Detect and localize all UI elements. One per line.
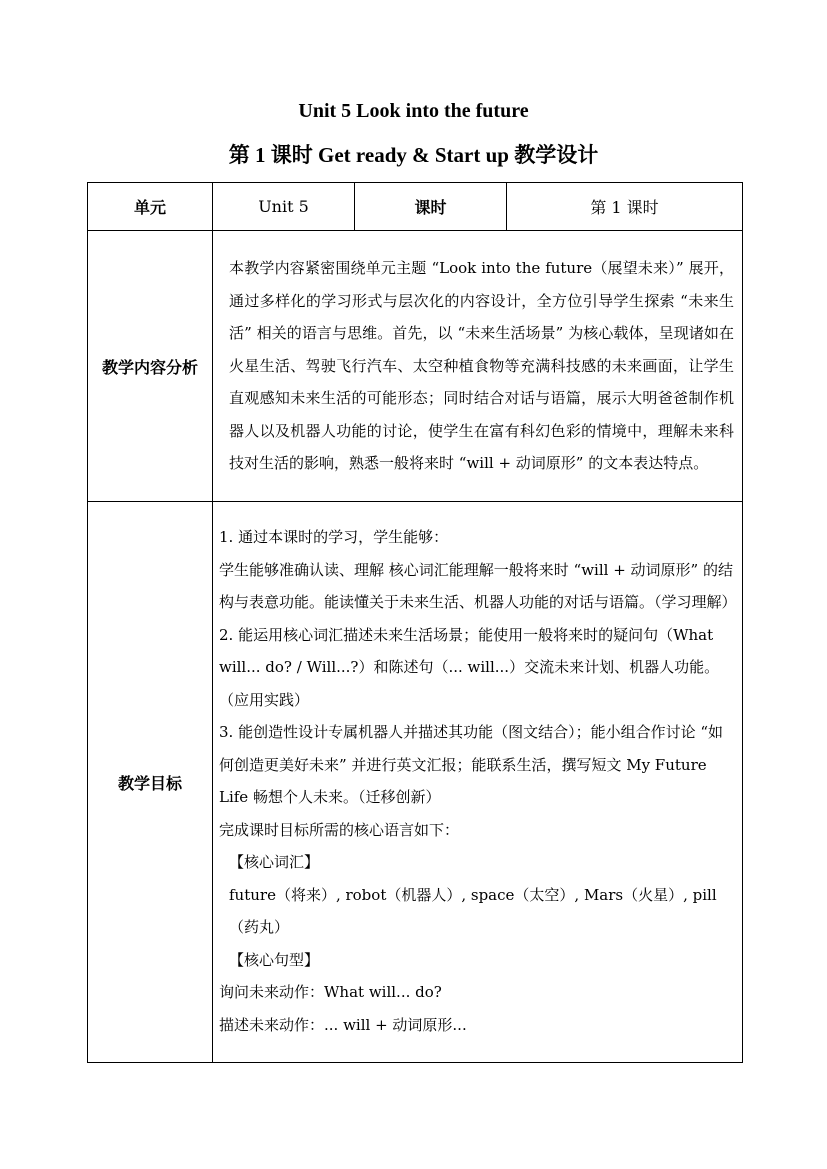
- lesson-plan-table: [87, 182, 743, 1063]
- goals-row: [88, 502, 743, 1063]
- sentence-pattern-1: 询问未来动作：What will... do?: [219, 983, 442, 1001]
- document-title: Unit 5 Look into the future: [298, 100, 529, 122]
- document-subtitle: 第 1 课时 Get ready & Start up 教学设计: [228, 143, 599, 167]
- goal-3: 3. 能创造性设计专属机器人并描述其功能（图文结合）；能小组合作讨论 “如何创造更美好未来” 并进行英文汇报；能联系生活，撰写短文 My Future Life 畅想个人未来。（迁移创新）: [219, 723, 724, 806]
- lesson-label: 课时: [355, 183, 507, 231]
- goals-cell: [213, 502, 743, 1063]
- vocab-heading: 【核心词汇】: [229, 853, 320, 871]
- vocab-list: future（将来）, robot（机器人）, space（太空）, Mars（火星）, pill（药丸）: [229, 885, 717, 936]
- goal-1: 学生能够准确认读、理解 核心词汇能理解一般将来时 “will + 动词原形” 的结构与表意功能。能读懂关于未来生活、机器人功能的对话与语篇。（学习理解）: [219, 560, 737, 611]
- analysis-label: 教学内容分析: [88, 231, 213, 502]
- lesson-value: 第 1 课时: [507, 183, 743, 231]
- header-row: [88, 183, 743, 231]
- analysis-row: [88, 231, 743, 502]
- sentence-heading: 【核心句型】: [229, 950, 320, 969]
- unit-value: Unit 5: [213, 183, 355, 231]
- goal-2: 2. 能运用核心词汇描述未来生活场景；能使用一般将来时的疑问句（What will... do? / Will...?）和陈述句（... will...）交流未来计划、机器人功能。（应用实践）: [219, 625, 720, 709]
- core-language-intro: 完成课时目标所需的核心语言如下：: [219, 820, 460, 839]
- unit-label: 单元: [88, 183, 213, 231]
- goals-intro: 1. 通过本课时的学习，学生能够：: [219, 528, 449, 546]
- sentence-pattern-2: 描述未来动作：... will + 动词原形...: [219, 1015, 467, 1034]
- goals-label: 教学目标: [88, 502, 213, 1063]
- analysis-text: 本教学内容紧密围绕单元主题 “Look into the future（展望未来）” 展开，通过多样化的学习形式与层次化的内容设计，全方位引导学生探索 “未来生活” 相关的语言与思维。首先，以 “未来生活场景” 为核心载体，呈现诸如在火星生活、驾驶飞行汽车、太空种植食物等充满科技感的未来画面，让学生直观感知未来生活的可能形态；同时结合对话与语篇，展示大明爸爸制作机器人以及机器人功能的讨论，使学生在富有科幻色彩的情境中，理解未来科技对生活的影响，熟悉一般将来时 “will + 动词原形” 的文本表达特点。: [213, 231, 743, 502]
